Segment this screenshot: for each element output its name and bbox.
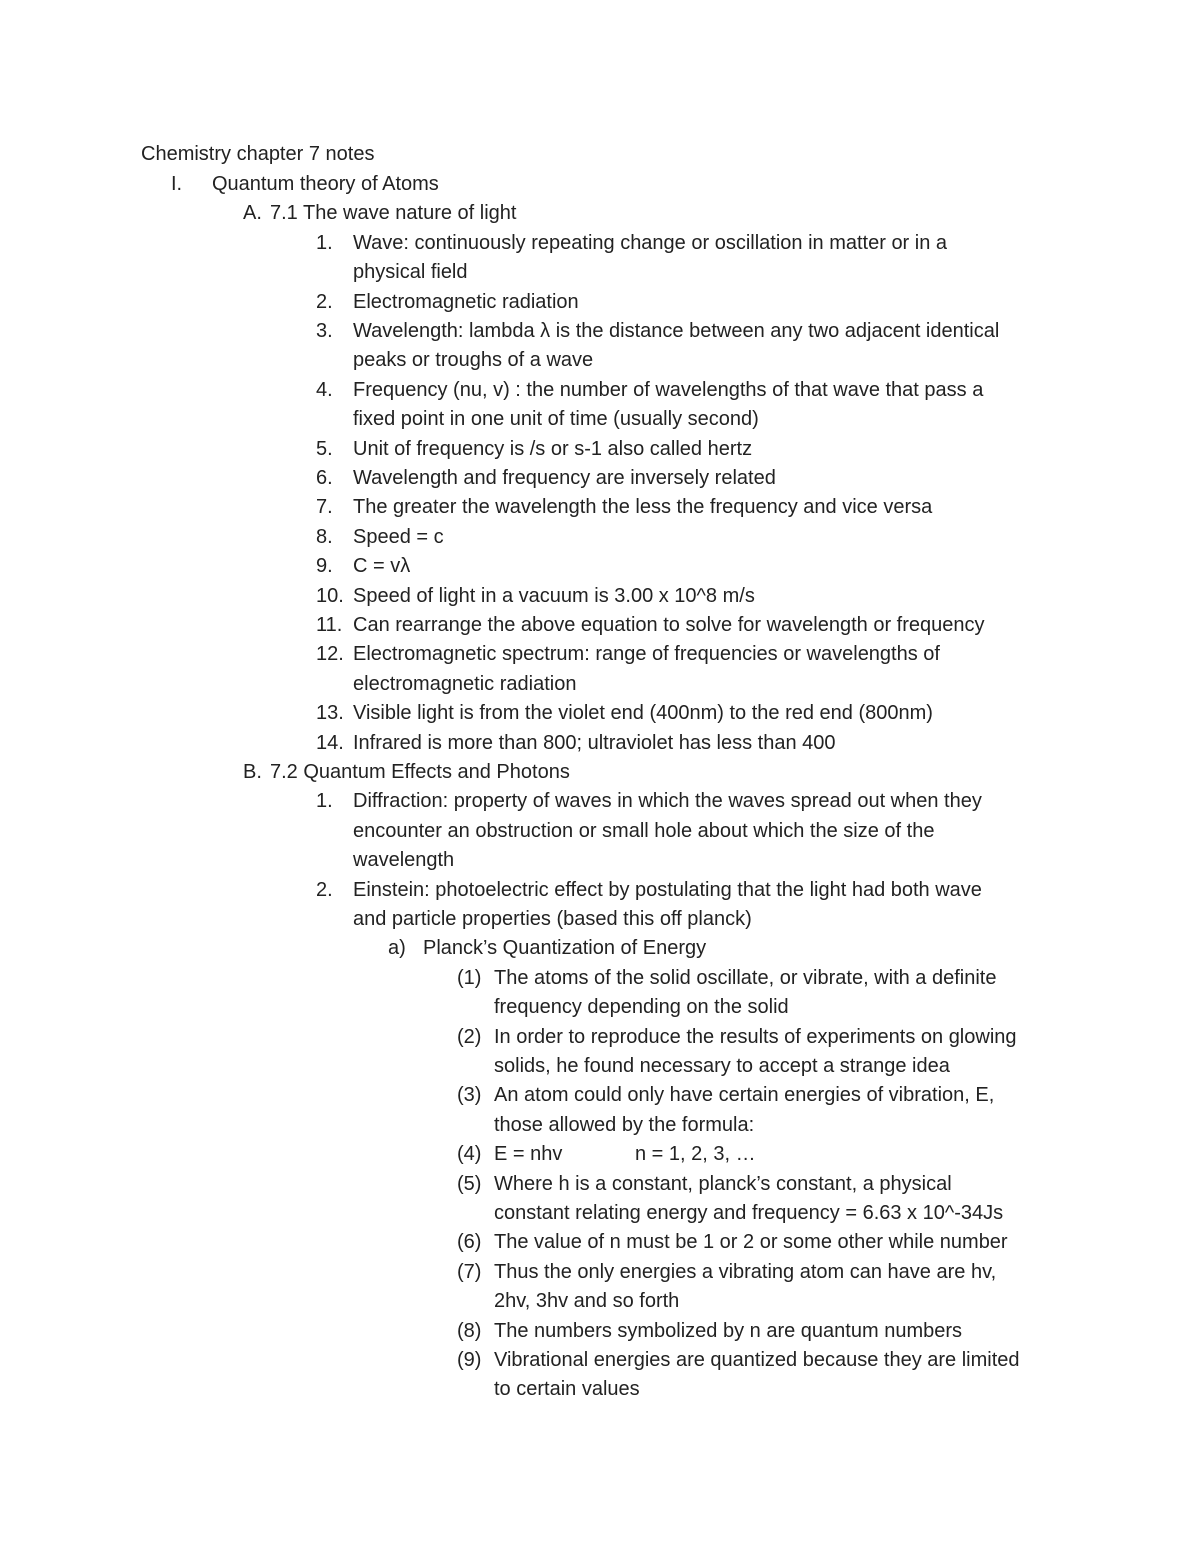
planck-item-6-marker: (6): [457, 1231, 482, 1253]
planck-item-8: The numbers symbolized by n are quantum numbers: [494, 1320, 963, 1342]
planck-item-8-marker: (8): [457, 1320, 482, 1342]
planck-item-3-marker: (3): [457, 1084, 482, 1106]
planck-item-9-cont1: to certain values: [494, 1378, 640, 1400]
subsection-a-item-10-marker: 10.: [316, 585, 344, 607]
subsection-a-item-9-marker: 9.: [316, 555, 333, 577]
planck-item-1: The atoms of the solid oscillate, or vibrate, with a definite: [494, 967, 997, 989]
subsection-a-item-8: Speed = c: [353, 526, 444, 548]
planck-item-9: Vibrational energies are quantized because they are limited: [494, 1349, 1020, 1371]
planck-item-4: E = nhv: [494, 1143, 563, 1165]
subsection-a-item-2-marker: 2.: [316, 291, 333, 313]
subsection-a-item-11: Can rearrange the above equation to solve for wavelength or frequency: [353, 614, 985, 636]
subsection-b-item-1-marker: 1.: [316, 790, 333, 812]
subsection-a-item-12: Electromagnetic spectrum: range of frequencies or wavelengths of: [353, 643, 940, 665]
planck-item-1-cont1: frequency depending on the solid: [494, 996, 789, 1018]
subsection-b-item-2: Einstein: photoelectric effect by postulating that the light had both wave: [353, 879, 982, 901]
subsection-a-item-4-marker: 4.: [316, 379, 333, 401]
planck-item-4-marker: (4): [457, 1143, 482, 1165]
subsection-b-heading-marker: B.: [243, 761, 262, 783]
subsection-a-item-3-cont1: peaks or troughs of a wave: [353, 349, 594, 371]
subsection-a-item-6-marker: 6.: [316, 467, 333, 489]
section-heading: Quantum theory of Atoms: [212, 173, 439, 195]
subsection-a-item-1-cont1: physical field: [353, 261, 468, 283]
subsection-a-item-5: Unit of frequency is /s or s-1 also called hertz: [353, 438, 753, 460]
subsection-a-item-4-cont1: fixed point in one unit of time (usually second): [353, 408, 759, 430]
section-heading-marker: I.: [171, 173, 183, 195]
subsection-a-item-13: Visible light is from the violet end (400nm) to the red end (800nm): [353, 702, 933, 724]
planck-item-4-extra: n = 1, 2, 3, …: [635, 1143, 756, 1165]
subsection-a-item-13-marker: 13.: [316, 702, 344, 724]
subsection-a-item-2: Electromagnetic radiation: [353, 291, 579, 313]
document-title: Chemistry chapter 7 notes: [141, 143, 375, 165]
planck-item-2: In order to reproduce the results of experiments on glowing: [494, 1026, 1017, 1048]
planck-heading-marker: a): [388, 937, 406, 959]
subsection-a-heading-marker: A.: [243, 202, 262, 224]
subsection-a-item-14: Infrared is more than 800; ultraviolet has less than 400: [353, 732, 836, 754]
subsection-b-item-2-marker: 2.: [316, 879, 333, 901]
subsection-b-item-1-cont2: wavelength: [353, 849, 455, 871]
subsection-a-item-12-cont1: electromagnetic radiation: [353, 673, 577, 695]
planck-item-2-cont1: solids, he found necessary to accept a strange idea: [494, 1055, 950, 1077]
subsection-a-item-12-marker: 12.: [316, 643, 344, 665]
planck-item-3-cont1: those allowed by the formula:: [494, 1114, 755, 1136]
subsection-a-item-4: Frequency (nu, v) : the number of wavelengths of that wave that pass a: [353, 379, 984, 401]
subsection-a-item-11-marker: 11.: [316, 614, 343, 636]
subsection-a-item-1-marker: 1.: [316, 232, 333, 254]
subsection-b-item-1-cont1: encounter an obstruction or small hole about which the size of the: [353, 820, 935, 842]
subsection-b-item-1: Diffraction: property of waves in which the waves spread out when they: [353, 790, 982, 812]
planck-item-1-marker: (1): [457, 967, 482, 989]
planck-item-6: The value of n must be 1 or 2 or some other while number: [494, 1231, 1008, 1253]
subsection-a-item-7: The greater the wavelength the less the frequency and vice versa: [353, 496, 933, 518]
subsection-a-item-5-marker: 5.: [316, 438, 333, 460]
subsection-a-heading: 7.1 The wave nature of light: [270, 202, 517, 224]
planck-item-7: Thus the only energies a vibrating atom can have are hv,: [494, 1261, 997, 1283]
subsection-a-item-14-marker: 14.: [316, 732, 344, 754]
planck-item-2-marker: (2): [457, 1026, 482, 1048]
subsection-a-item-6: Wavelength and frequency are inversely related: [353, 467, 776, 489]
subsection-a-item-7-marker: 7.: [316, 496, 333, 518]
planck-item-9-marker: (9): [457, 1349, 482, 1371]
subsection-b-item-2-cont1: and particle properties (based this off planck): [353, 908, 752, 930]
subsection-a-item-10: Speed of light in a vacuum is 3.00 x 10^8 m/s: [353, 585, 755, 607]
planck-item-5-marker: (5): [457, 1173, 482, 1195]
subsection-a-item-8-marker: 8.: [316, 526, 333, 548]
subsection-a-item-3: Wavelength: lambda λ is the distance between any two adjacent identical: [353, 320, 1000, 342]
planck-item-5: Where h is a constant, planck’s constant, a physical: [494, 1173, 952, 1195]
subsection-a-item-3-marker: 3.: [316, 320, 333, 342]
planck-heading: Planck’s Quantization of Energy: [423, 937, 707, 959]
planck-item-3: An atom could only have certain energies of vibration, E,: [494, 1084, 995, 1106]
planck-item-5-cont1: constant relating energy and frequency = 6.63 x 10^-34Js: [494, 1202, 1004, 1224]
planck-item-7-cont1: 2hv, 3hv and so forth: [494, 1290, 680, 1312]
subsection-b-heading: 7.2 Quantum Effects and Photons: [270, 761, 570, 783]
subsection-a-item-9: C = vλ: [353, 555, 411, 577]
subsection-a-item-1: Wave: continuously repeating change or oscillation in matter or in a: [353, 232, 948, 254]
planck-item-7-marker: (7): [457, 1261, 482, 1283]
